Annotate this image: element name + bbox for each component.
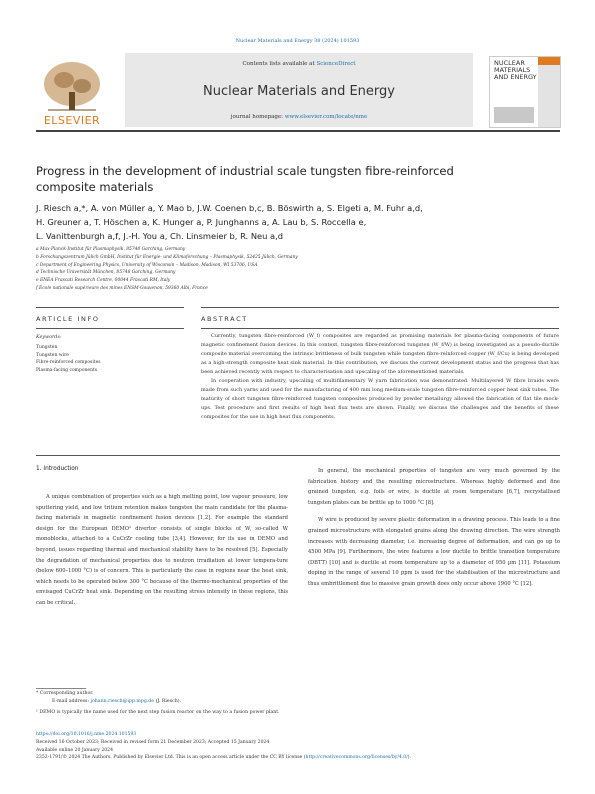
abstract-heading: ABSTRACT	[201, 315, 248, 323]
author-line[interactable]: L. Vanittenburgh a,f, J.-H. You a, Ch. Linsmeier b, R. Neu a,d	[36, 231, 284, 241]
article-info-mid-rule	[36, 328, 184, 329]
affiliations	[36, 246, 560, 293]
title-line: Progress in the development of industrial scale tungsten fibre-reinforced	[36, 164, 454, 178]
footnote-demo: ¹ DEMO is typically the name used for the next step fusion reactor on the way to a fusion power plant.	[36, 710, 280, 715]
affiliation: e ENEA Frascati Research Centre, 00044 Frascati RM, Italy	[36, 278, 171, 284]
abstract-top-rule	[201, 307, 559, 308]
title-line: composite materials	[36, 180, 154, 194]
author-list[interactable]	[36, 201, 560, 243]
intro-paragraph: W wire is produced by severe plastic deformation in a drawing process. This leads to a fine grained microstructure with elongated grains along the drawing direction. The wire strength increases with decreasing diameter, i.e. increasing degree of deformation, and can go up to 4500 MPa [9]. Furthermore, the wire features a low ductile to brittle transition temperature (DBTT) [10] and is ductile at room temperature up to a diameter of 950 µm [11]. Potassium doping in the range of several 10 ppm is used for the stabilisation of the microstructure and thus embrittlement due to massive grain growth does only occur above 1900 °C [12].	[308, 517, 560, 587]
abstract-paragraph: In cooperation with industry, upscaling of multifilamentary W yarn fabrication was demonstrated. Multilayered W fibre braids were made from such yarns and used for the manufacturing of 400 mm long medium-scale tungsten fibre-reinforced copper heat sink tubes. The maturity of short tungsten fibre-reinforced tungsten composites produced by powder metallurgy allowed the fabrication of flat tile mock-ups. Test procedure and first results of high heat flux tests are shown. Finally, we discuss the challenges and the benefits of these composites for the use in high heat flux components.	[201, 378, 559, 420]
footnote-email	[52, 698, 181, 706]
author-line[interactable]: H. Greuner a, T. Höschen a, K. Hunger a, P. Junghanns a, A. Lau b, S. Roccella e,	[36, 217, 367, 227]
journal-citation[interactable]: Nuclear Materials and Energy 38 (2024) 101593	[235, 38, 360, 44]
license-link[interactable]: http://creativecommons.org/licenses/by/4.0/	[305, 755, 408, 761]
abstract-paragraph: Currently, tungsten fibre-reinforced (W_f) composites are regarded as promising materials for plasma-facing components of future magnetic confinement fusion devices. In this context, tungsten fibre-reinforced tungsten (W_f/W) is being investigated as a pseudo-ductile composite material overcoming the intrinsic brittleness of bulk tungsten while tungsten fibre-reinforced copper (W_f/Cu) is being developed as a high-strength composite heat sink material. In this contribution, we discuss the current development status and the progress that has been achieved recently with respect to characterisation and upscaling of the aforementioned materials.	[201, 333, 559, 375]
keyword: Fibre-reinforced composites	[36, 360, 101, 366]
affiliation: b Forschungszentrum Jülich GmbH, Institut für Energie- und Klimaforschung – Plasmaphysik, 52425 Jülich, Germany	[36, 254, 298, 260]
abstract-bottom-rule	[36, 455, 560, 456]
header-rule	[36, 130, 560, 132]
journal-homepage	[125, 114, 473, 120]
intro-left-column	[36, 492, 288, 609]
license-line	[36, 754, 560, 762]
affiliation: c Department of Engineering Physics, University of Wisconsin – Madison, Madison, WI 53706, USA	[36, 262, 258, 268]
license-end: ).	[407, 755, 412, 761]
homepage-link[interactable]: www.elsevier.com/locate/nme	[284, 114, 368, 120]
intro-right-column	[308, 466, 560, 590]
email-label: E-mail address:	[52, 699, 91, 704]
sciencedirect-link[interactable]: ScienceDirect	[316, 61, 356, 67]
footnote-corresponding: * Corresponding author.	[36, 691, 94, 696]
contents-line	[125, 61, 473, 67]
intro-paragraph: In general, the mechanical properties of tungsten are very much governed by the fabrication history and the resulting microstructure. Whereas highly deformed and fine grained tungsten, e.g. foils or wire, is ductile at room temperature [6,7], recrystallised tungsten plates can be brittle up to 1000 °C [8].	[308, 468, 560, 506]
received-dates: Received 16 October 2023; Received in revised form 21 December 2023; Accepted 15 January 2024	[36, 739, 270, 745]
keyword-list	[36, 344, 166, 374]
email-link[interactable]: johann.riesch@ipp.mpg.de	[90, 699, 155, 704]
license-text: 2352-1791/© 2024 The Authors. Published by Elsevier Ltd. This is an open access article under the CC BY license (	[36, 755, 306, 761]
email-suffix: (J. Riesch).	[154, 699, 182, 704]
footnote-rule	[36, 688, 86, 689]
affiliation: d Technische Universität München, 85748 Garching, Germany	[36, 270, 176, 276]
publisher-name: ELSEVIER	[43, 114, 101, 127]
keyword: Plasma-facing components	[36, 367, 98, 373]
journal-title: Nuclear Materials and Energy	[203, 84, 395, 99]
article-footer	[36, 731, 560, 762]
affiliation: a Max-Planck-Institut für Plasmaphysik, 85748 Garching, Germany	[36, 247, 186, 252]
article-info-top-rule	[36, 307, 184, 308]
abstract-body	[201, 332, 559, 422]
homepage-prefix: journal homepage:	[230, 114, 285, 120]
abstract-mid-rule	[201, 328, 559, 329]
section-heading-introduction: 1. Introduction	[36, 466, 79, 472]
affiliation: f École nationale supérieure des mines ENSM-Gouvenon, 59360 Albi, France	[36, 285, 208, 291]
article-title	[36, 163, 556, 195]
intro-paragraph: A unique combination of properties such as a high melting point, low vapour pressure, low sputtering yield, and low tritium retention makes tungsten the main candidate for the plasma-facing materials in magnetic confinement fusion devices [1,2]. For example the standard design for the European DEMO¹ divertor consists of single blocks of W, so-called W monoblocks, attached to a CuCrZr cooling tube [3,4]. However, for its use in DEMO and beyond, issues regarding thermal and mechanical stability have to be resolved [5]. Especially the degradation of mechanical properties due to neutron irradiation at lower tempera-ture (below 600–1000 °C) is of concern. This is particularly the case in regions near the heat sink, which needs to be operated below 300 °C because of the thermo-mechanical properties of the envisaged CuCrZr heat sink. Depending on the resulting stress intensity in these regions, this can be critical.	[36, 494, 288, 606]
author-line[interactable]: J. Riesch a,*, A. von Müller a, Y. Mao b, J.W. Coenen b,c, B. Böswirth a, S. Elgeti a, M. Fuhr a,d,	[36, 203, 423, 213]
keyword: Tungsten	[36, 345, 58, 350]
keyword: Tungsten wire	[36, 352, 69, 358]
doi-link[interactable]: https://doi.org/10.1016/j.nme.2024.101593	[36, 732, 137, 737]
article-info-heading: ARTICLE INFO	[36, 315, 100, 323]
contents-prefix: Contents lists available at	[242, 61, 317, 67]
cover-title: NUCLEAR MATERIALS AND ENERGY	[494, 59, 537, 81]
keywords-label: Keywords:	[36, 335, 62, 340]
online-date: Available online 20 January 2024	[36, 747, 114, 753]
